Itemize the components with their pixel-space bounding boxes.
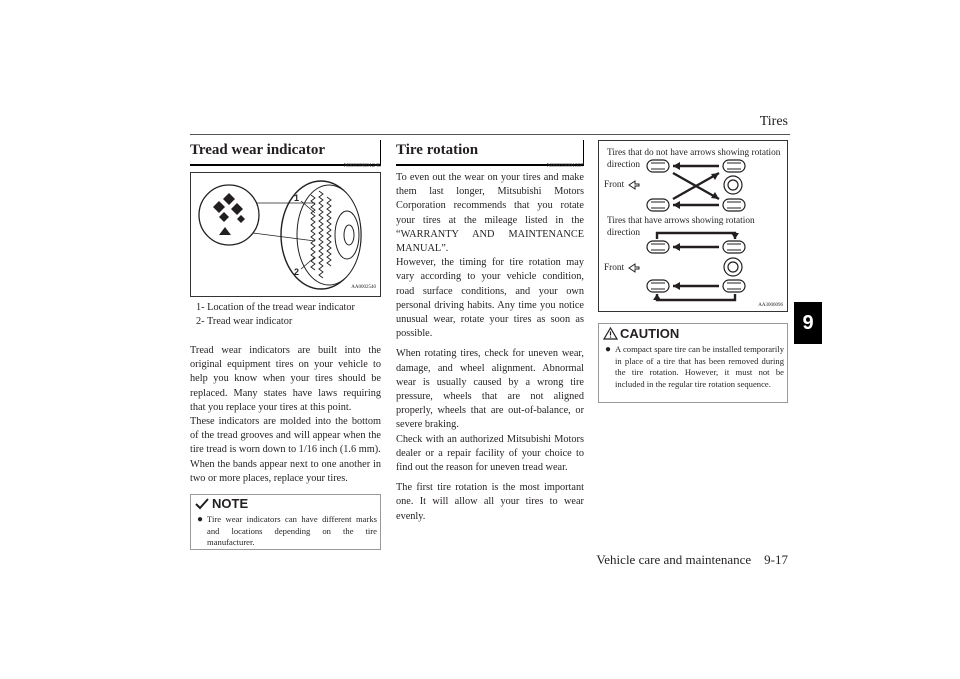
paragraph: When rotating tires, check for uneven wear, damage, and wheel alignment. Abnormal wear is usually caused by a wrong tire pressure, wheels that are not aligned properly, wheels that are out-of-balance, or severe braking.: [396, 348, 584, 431]
note-header: [195, 496, 248, 511]
note-box: [190, 494, 381, 550]
tread-wear-figure: [190, 172, 381, 297]
paragraph: Check with an authorized Mitsubishi Motors dealer or a repair facility of your choice to find out the reason for uneven tread wear.: [396, 433, 584, 474]
label-no-arrows: Tires that do not have arrows showing rotation direction: [607, 148, 781, 170]
front-text: Front: [604, 180, 625, 190]
tire-rotation-heading-text: Tire rotation: [396, 142, 479, 158]
chapter-tab: 9: [794, 302, 822, 344]
tire-rotation-body: [396, 171, 584, 530]
pencil-check-icon: [195, 498, 209, 510]
caution-title: CAUTION: [620, 326, 680, 341]
note-title: NOTE: [212, 496, 249, 511]
figure-code: AA3000096: [758, 303, 783, 308]
paragraph: To even out the wear on your tires and make them last longer, Mitsubishi Motors Corporation recommends that you rotate your tires at the mileage listed in the “WARRANTY AND MAINTENANCE MANUAL”.: [396, 172, 584, 255]
legend-item-2: 2- Tread wear indicator: [196, 316, 293, 327]
note-item-text: Tire wear indicators can have different marks and locations depending on the tire manufacturer.: [207, 514, 377, 548]
figure-legend: [196, 301, 381, 329]
section-code: N00939801240: [343, 163, 381, 169]
label-arrows: Tires that have arrows showing rotation direction: [607, 216, 755, 238]
heading-rule-cap: [583, 140, 584, 164]
callout-1: 1: [294, 193, 300, 203]
legend-item-1: 1- Location of the tread wear indicator: [196, 302, 355, 313]
header-rule: [190, 134, 790, 135]
caution-box: [598, 323, 788, 403]
page-footer: Vehicle care and maintenance 9-17: [596, 552, 788, 567]
paragraph: When the bands appear next to one another in two or more places, replace your tires.: [190, 458, 381, 484]
paragraph: The first tire rotation is the most important one. It will allow all your tires to wear evenly.: [396, 482, 584, 522]
tire-illustration: [191, 173, 380, 296]
callout-2: 2: [294, 267, 300, 277]
caution-item: [605, 344, 784, 390]
bullet-icon: ●: [197, 514, 204, 525]
tread-wear-heading-text: Tread wear indicator: [190, 142, 325, 158]
rotation-diagram: [598, 140, 788, 312]
caution-item-text: A compact spare tire can be installed temporarily in place of a tire that has been removed during the tire rotation. However, it must not be included in the regular tire rotation sequence.: [615, 344, 784, 389]
caution-header: [603, 326, 679, 341]
section-code: N00939901557: [546, 163, 584, 169]
bullet-icon: ●: [605, 344, 612, 355]
page-header-title: Tires: [759, 114, 788, 129]
paragraph: These indicators are molded into the bottom of the tread grooves and will appear when the tire tread is worn down to 1/16 inch (1.6 mm).: [190, 416, 381, 456]
paragraph: However, the timing for tire rotation may vary according to your vehicle condition, road surface conditions, and your own personal driving habits. Any time you notice unusual wear, rotate your tires as soon as possible.: [396, 257, 584, 340]
rotation-pattern-graphic: [599, 141, 787, 311]
warning-triangle-icon: [603, 327, 618, 340]
tread-wear-body: [190, 344, 381, 486]
paragraph: Tread wear indicators are built into the original equipment tires on your vehicle to help you know when your tires should be replaced. Many states have laws requiring that you replace your tires at this point.: [190, 345, 381, 413]
front-text: Front: [604, 263, 625, 273]
heading-rule-cap: [380, 140, 381, 164]
figure-code: AA0002540: [351, 285, 376, 290]
note-item: [197, 514, 377, 549]
